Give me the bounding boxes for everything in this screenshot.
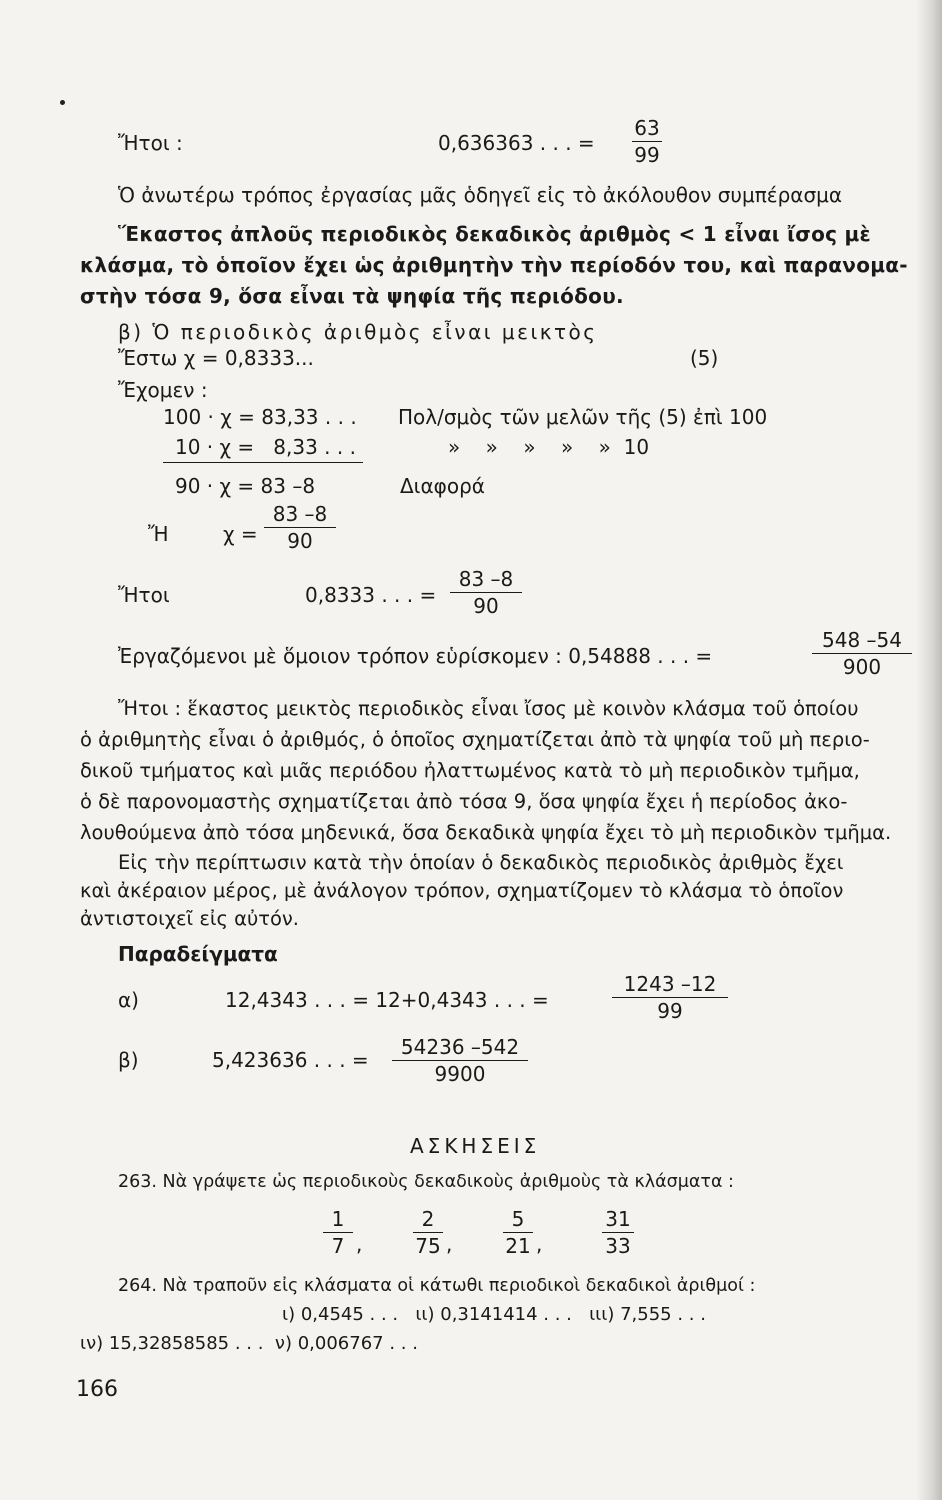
fraction-separator-3: , (536, 1232, 543, 1256)
fraction-denominator: 90 (473, 594, 499, 618)
equation-5-lhs: 0,8333 . . . = (305, 583, 437, 607)
fraction-separator-2: , (446, 1232, 453, 1256)
fraction-denominator: 7 (331, 1234, 345, 1258)
page-number: 166 (76, 1377, 118, 1402)
exercise-264-row-1: ι) 0,4545 . . . ιι) 0,3141414 . . . ιιι) 7,555 . . . (282, 1304, 706, 1325)
fraction-denominator: 900 (842, 655, 882, 679)
estw-line: Ἔστω χ = 0,8333... (118, 346, 314, 370)
example-b-label: β) (118, 1048, 139, 1072)
equation-4-lhs: χ = (223, 522, 258, 546)
equation-5-fraction (450, 567, 522, 618)
exercise-263-fraction-1 (323, 1207, 353, 1258)
equation-5-label: Ἤτοι (118, 583, 170, 607)
fraction-numerator: 63 (632, 116, 662, 142)
case-b-heading: β) Ὁ περιοδικὸς ἀριθμὸς εἶναι μεικτὸς (118, 320, 598, 344)
exercise-263: 263. Νὰ γράψετε ὡς περιοδικοὺς δεκαδικοὺς ἀριθμοὺς τὰ κλάσματα : (118, 1172, 734, 1192)
fraction-denominator: 75 (415, 1234, 441, 1258)
example-b-expression: 5,423636 . . . = (212, 1048, 369, 1072)
exercise-263-fraction-3 (503, 1207, 533, 1258)
example-a-label: α) (118, 988, 139, 1012)
equation-2: 10 · χ = 8,33 . . . (175, 435, 356, 459)
equation-1-note: Πολ/σμὸς τῶν μελῶν τῆς (5) ἐπὶ 100 (398, 405, 768, 429)
exercise-263-fraction-2 (413, 1207, 443, 1258)
line1-fraction (632, 116, 662, 167)
fraction-numerator: 2 (413, 1207, 443, 1233)
fraction-numerator: 548 –54 (812, 628, 912, 654)
equation-6: Ἐργαζόμενοι μὲ ὅμοιον τρόπον εὑρίσκομεν : 0,54888 . . . = (118, 644, 713, 668)
fraction-numerator: 83 –8 (264, 502, 336, 528)
exercise-263-fraction-4 (602, 1207, 634, 1258)
line1-label: Ἤτοι : (118, 131, 183, 155)
equation-3: 90 · χ = 83 –8 (175, 474, 316, 498)
fraction-denominator: 90 (287, 529, 313, 553)
summary-line-3: δικοῦ τμήματος καὶ μιᾶς περιόδου ἠλαττωμένος κατὰ τὸ μὴ περιοδικὸν τμῆμα, (80, 759, 860, 782)
examples-title: Παραδείγματα (118, 942, 278, 966)
fraction-separator-1: , (356, 1232, 363, 1256)
exercise-264-row-2: ιν) 15,32858585 . . . ν) 0,006767 . . . (80, 1333, 418, 1354)
example-a-expression: 12,4343 . . . = 12+0,4343 . . . = (225, 988, 549, 1012)
example-b-fraction (392, 1035, 528, 1086)
integer-case-line-1: Εἰς τὴν περίπτωσιν κατὰ τὴν ὁποίαν ὁ δεκαδικὸς περιοδικὸς ἀριθμὸς ἔχει (118, 851, 844, 874)
fraction-numerator: 1243 –12 (612, 972, 728, 998)
equation-6-fraction (812, 628, 912, 679)
equation-4-fraction (264, 502, 336, 553)
exomen-line: Ἔχομεν : (118, 378, 208, 402)
fraction-numerator: 54236 –542 (392, 1035, 528, 1061)
summary-line-2: ὁ ἀριθμητὴς εἶναι ὁ ἀριθμός, ὁ ὁποῖος σχηματίζεται ἀπὸ τὰ ψηφία τοῦ μὴ περιο- (80, 728, 870, 751)
example-a-fraction (612, 972, 728, 1023)
fraction-denominator: 21 (505, 1234, 531, 1258)
subtraction-rule (163, 462, 363, 463)
equation-3-note: Διαφορά (400, 474, 485, 498)
integer-case-line-2: καὶ ἀκέραιον μέρος, μὲ ἀνάλογον τρόπον, σχηματίζομεν τὸ κλάσμα τὸ ὁποῖον (80, 879, 844, 902)
fraction-numerator: 5 (503, 1207, 533, 1233)
rule-line-3: στὴν τόσα 9, ὅσα εἶναι τὰ ψηφία τῆς περιόδου. (80, 284, 624, 308)
fraction-denominator: 33 (605, 1234, 631, 1258)
summary-line-5: λουθούμενα ἀπὸ τόσα μηδενικά, ὅσα δεκαδικὰ ψηφία ἔχει τὸ μὴ περιοδικὸν τμῆμα. (80, 821, 892, 844)
fraction-numerator: 1 (323, 1207, 353, 1233)
equation-1: 100 · χ = 83,33 . . . (163, 405, 357, 429)
fraction-denominator: 99 (634, 143, 660, 167)
summary-line-1: Ἤτοι : ἕκαστος μεικτὸς περιοδικὸς εἶναι ἴσος μὲ κοινὸν κλάσμα τοῦ ὁποίου (118, 697, 859, 720)
fraction-numerator: 31 (602, 1207, 634, 1233)
integer-case-line-3: ἀντιστοιχεῖ εἰς αὐτόν. (80, 907, 299, 930)
page-edge-shadow (916, 0, 942, 1500)
exercises-title: ΑΣΚΗΣΕΙΣ (410, 1134, 541, 1158)
estw-reference: (5) (690, 346, 719, 370)
paragraph-intro: Ὁ ἀνωτέρω τρόπος ἐργασίας μᾶς ὁδηγεῖ εἰς τὸ ἀκόλουθον συμπέρασμα (118, 183, 843, 207)
line1-expr: 0,636363 . . . = (438, 131, 595, 155)
rule-line-1: Ἕκαστος ἀπλοῦς περιοδικὸς δεκαδικὸς ἀριθμὸς < 1 εἶναι ἴσος μὲ (118, 222, 871, 246)
equation-4-label: Ἤ (148, 522, 169, 546)
ink-dot (60, 100, 65, 105)
rule-line-2: κλάσμα, τὸ ὁποῖον ἔχει ὡς ἀριθμητὴν τὴν περίοδόν του, καὶ παρανομα- (80, 253, 908, 277)
equation-2-note: » » » » » 10 (448, 435, 650, 459)
fraction-denominator: 99 (657, 999, 683, 1023)
exercise-264: 264. Νὰ τραποῦν εἰς κλάσματα οἱ κάτωθι περιοδικοὶ δεκαδικοὶ ἀριθμοί : (118, 1276, 756, 1296)
fraction-denominator: 9900 (434, 1062, 486, 1086)
fraction-numerator: 83 –8 (450, 567, 522, 593)
summary-line-4: ὁ δὲ παρονομαστὴς σχηματίζεται ἀπὸ τόσα 9, ὅσα ψηφία ἔχει ἡ περίοδος ἀκο- (80, 790, 848, 813)
